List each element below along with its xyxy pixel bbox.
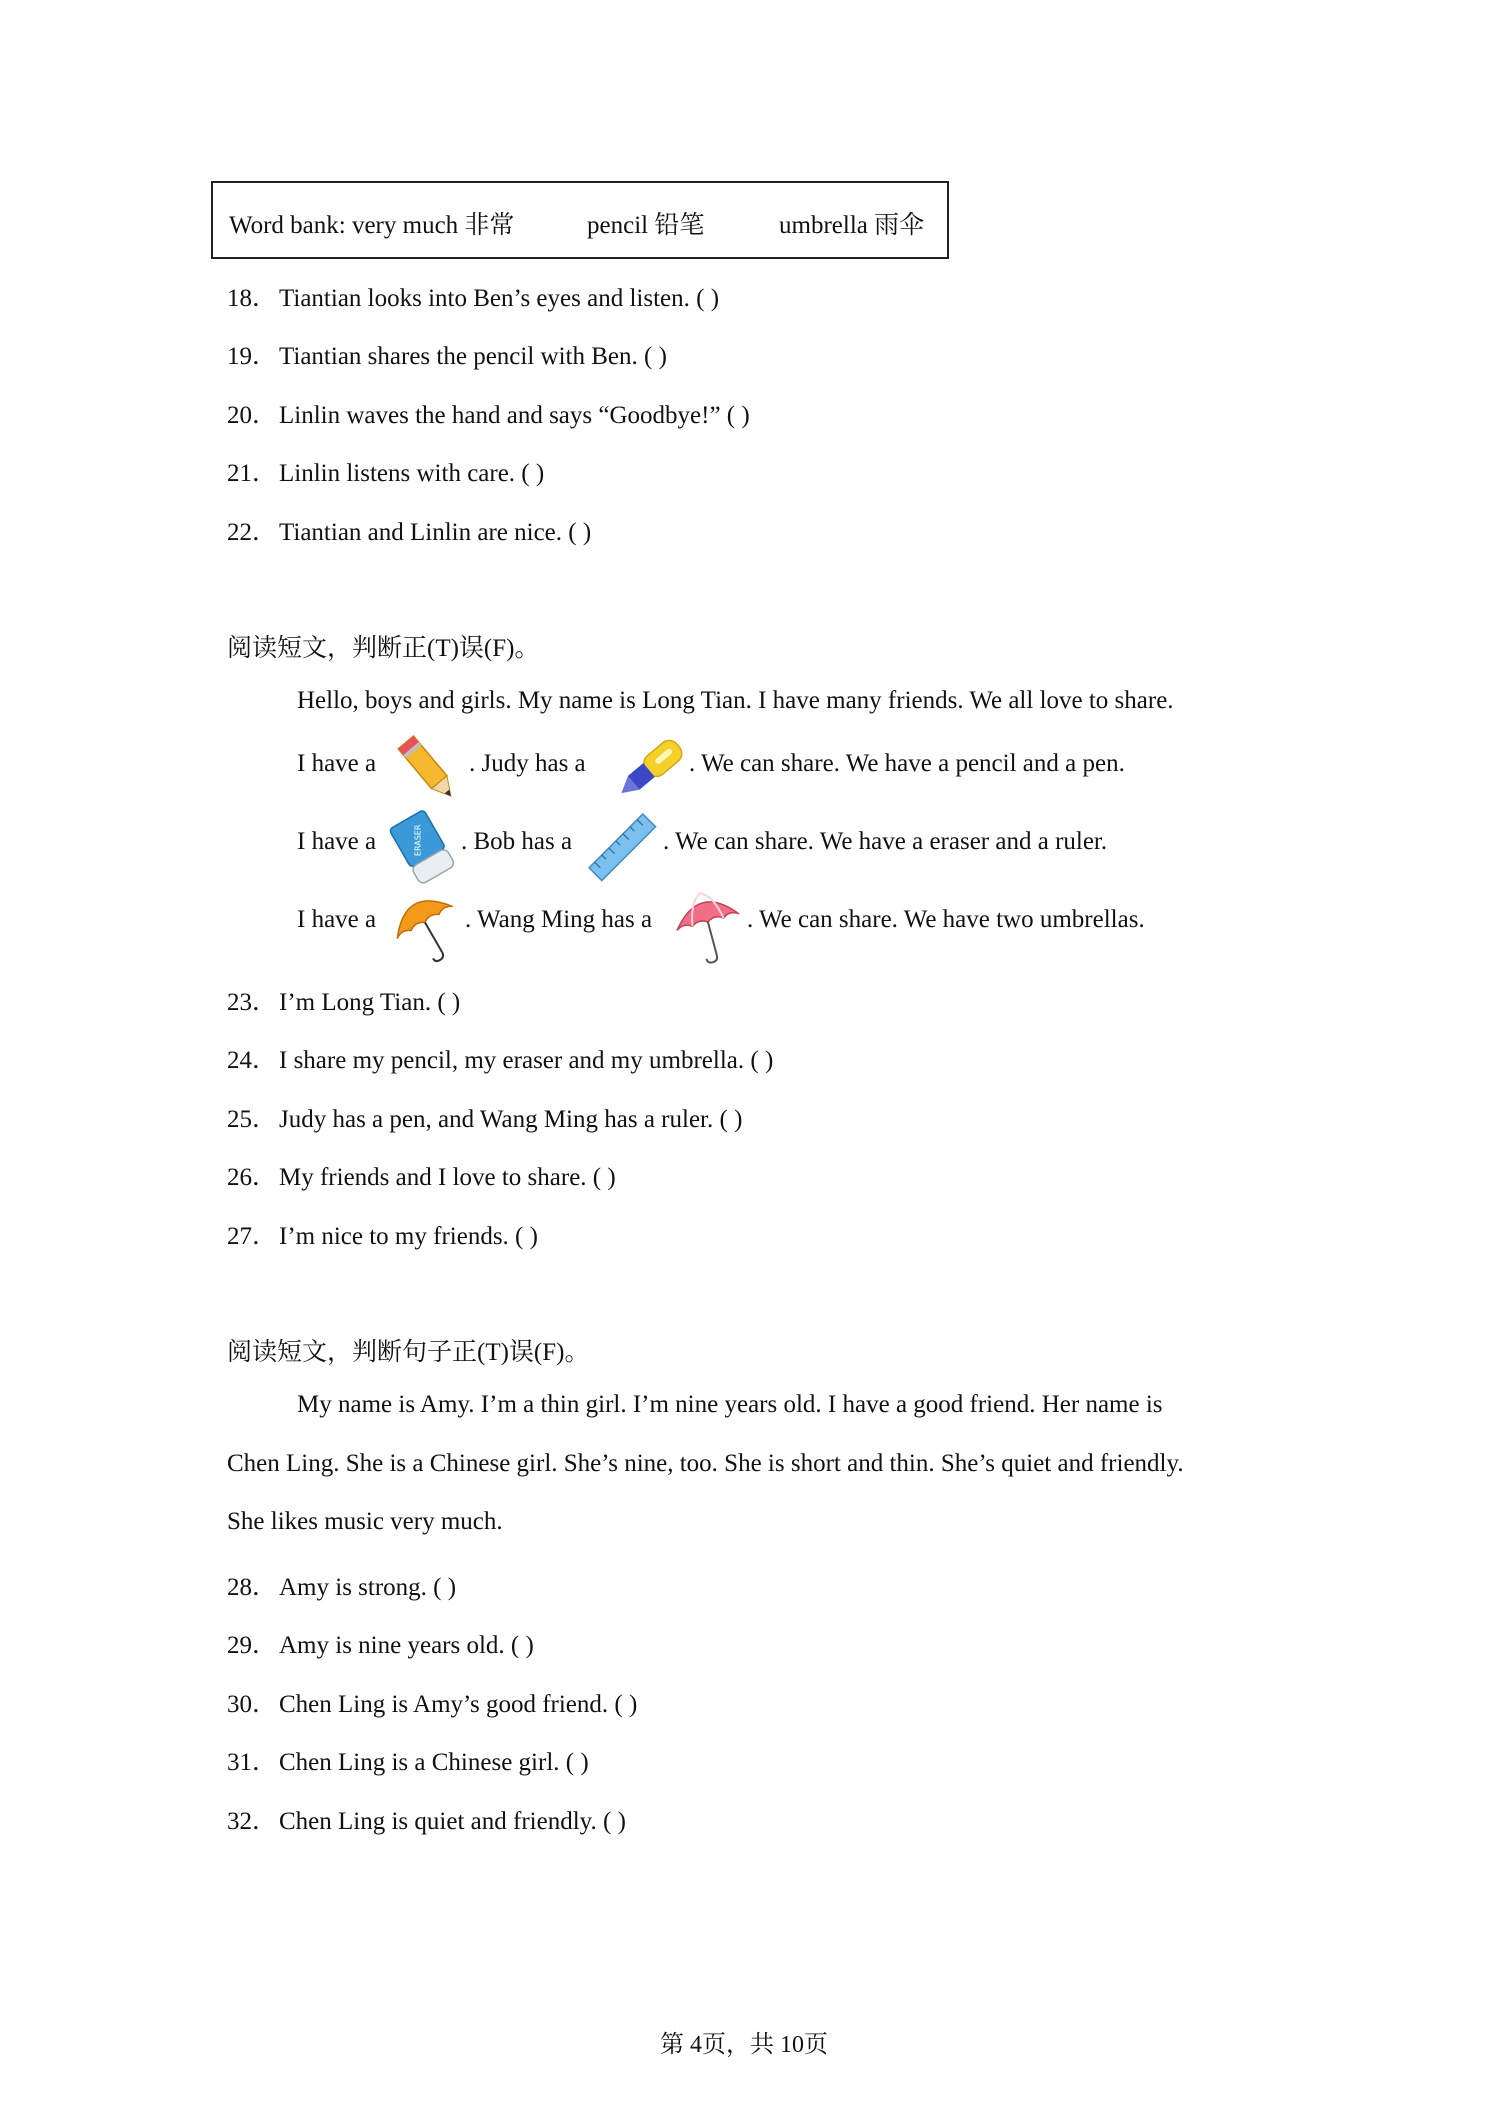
question-21: 21．Linlin listens with care. ( ) bbox=[227, 460, 545, 487]
orange-umbrella-icon bbox=[389, 886, 465, 966]
question-20: 20．Linlin waves the hand and says “Goodbye!” ( ) bbox=[227, 402, 750, 429]
share-row-eraser-ruler bbox=[297, 808, 1197, 888]
section3-paragraph-line1: My name is Amy. I’m a thin girl. I’m nine years old. I have a good friend. Her name is bbox=[297, 1391, 1163, 1418]
row3-text-a: I have a bbox=[297, 906, 377, 933]
row2-text-c: . We can share. We have a eraser and a ruler. bbox=[663, 828, 1108, 855]
row1-text-c: . We can share. We have a pencil and a pen. bbox=[689, 750, 1125, 777]
question-27: 27．I’m nice to my friends. ( ) bbox=[227, 1223, 538, 1250]
question-24: 24．I share my pencil, my eraser and my umbrella. ( ) bbox=[227, 1047, 774, 1074]
eraser-label: ERASER bbox=[413, 824, 423, 857]
question-23: 23．I’m Long Tian. ( ) bbox=[227, 989, 461, 1016]
pencil-icon bbox=[389, 730, 469, 810]
section3-heading: 阅读短文，判断句子正(T)误(F)。 bbox=[227, 1339, 590, 1366]
page-footer: 第 4页，共 10页 bbox=[660, 2032, 828, 2058]
word-bank-umbrella: umbrella 雨伞 bbox=[779, 212, 925, 239]
question-22: 22．Tiantian and Linlin are nice. ( ) bbox=[227, 519, 592, 546]
question-32: 32．Chen Ling is quiet and friendly. ( ) bbox=[227, 1808, 626, 1835]
question-25: 25．Judy has a pen, and Wang Ming has a ruler. ( ) bbox=[227, 1106, 743, 1133]
question-30: 30．Chen Ling is Amy’s good friend. ( ) bbox=[227, 1691, 638, 1718]
question-18: 18．Tiantian looks into Ben’s eyes and listen. ( ) bbox=[227, 285, 720, 312]
ruler-icon bbox=[583, 808, 663, 888]
word-bank-label: Word bank: very much 非常 bbox=[229, 212, 515, 239]
question-28: 28．Amy is strong. ( ) bbox=[227, 1574, 457, 1601]
question-26: 26．My friends and I love to share. ( ) bbox=[227, 1164, 616, 1191]
share-row-umbrellas bbox=[297, 886, 1197, 966]
section3-paragraph-line2: Chen Ling. She is a Chinese girl. She’s nine, too. She is short and thin. She’s quiet and friendly. bbox=[227, 1450, 1184, 1477]
row1-text-a: I have a bbox=[297, 750, 377, 777]
word-bank-pencil: pencil 铅笔 bbox=[587, 212, 705, 239]
row2-text-a: I have a bbox=[297, 828, 377, 855]
word-bank-box bbox=[211, 181, 949, 259]
eraser-icon bbox=[389, 808, 461, 888]
section2-intro: Hello, boys and girls. My name is Long Tian. I have many friends. We all love to share. bbox=[297, 687, 1174, 714]
row2-text-b: . Bob has a bbox=[461, 828, 573, 855]
row1-text-b: . Judy has a bbox=[469, 750, 586, 777]
share-row-pencil-pen bbox=[297, 730, 1197, 810]
question-29: 29．Amy is nine years old. ( ) bbox=[227, 1632, 534, 1659]
question-19: 19．Tiantian shares the pencil with Ben. ( ) bbox=[227, 343, 667, 370]
section3-paragraph-line3: She likes music very much. bbox=[227, 1508, 503, 1535]
question-31: 31．Chen Ling is a Chinese girl. ( ) bbox=[227, 1749, 589, 1776]
pink-umbrella-icon bbox=[671, 886, 747, 966]
section2-heading: 阅读短文，判断正(T)误(F)。 bbox=[227, 635, 540, 662]
row3-text-b: . Wang Ming has a bbox=[465, 906, 653, 933]
pen-icon bbox=[609, 730, 689, 810]
row3-text-c: . We can share. We have two umbrellas. bbox=[747, 906, 1145, 933]
